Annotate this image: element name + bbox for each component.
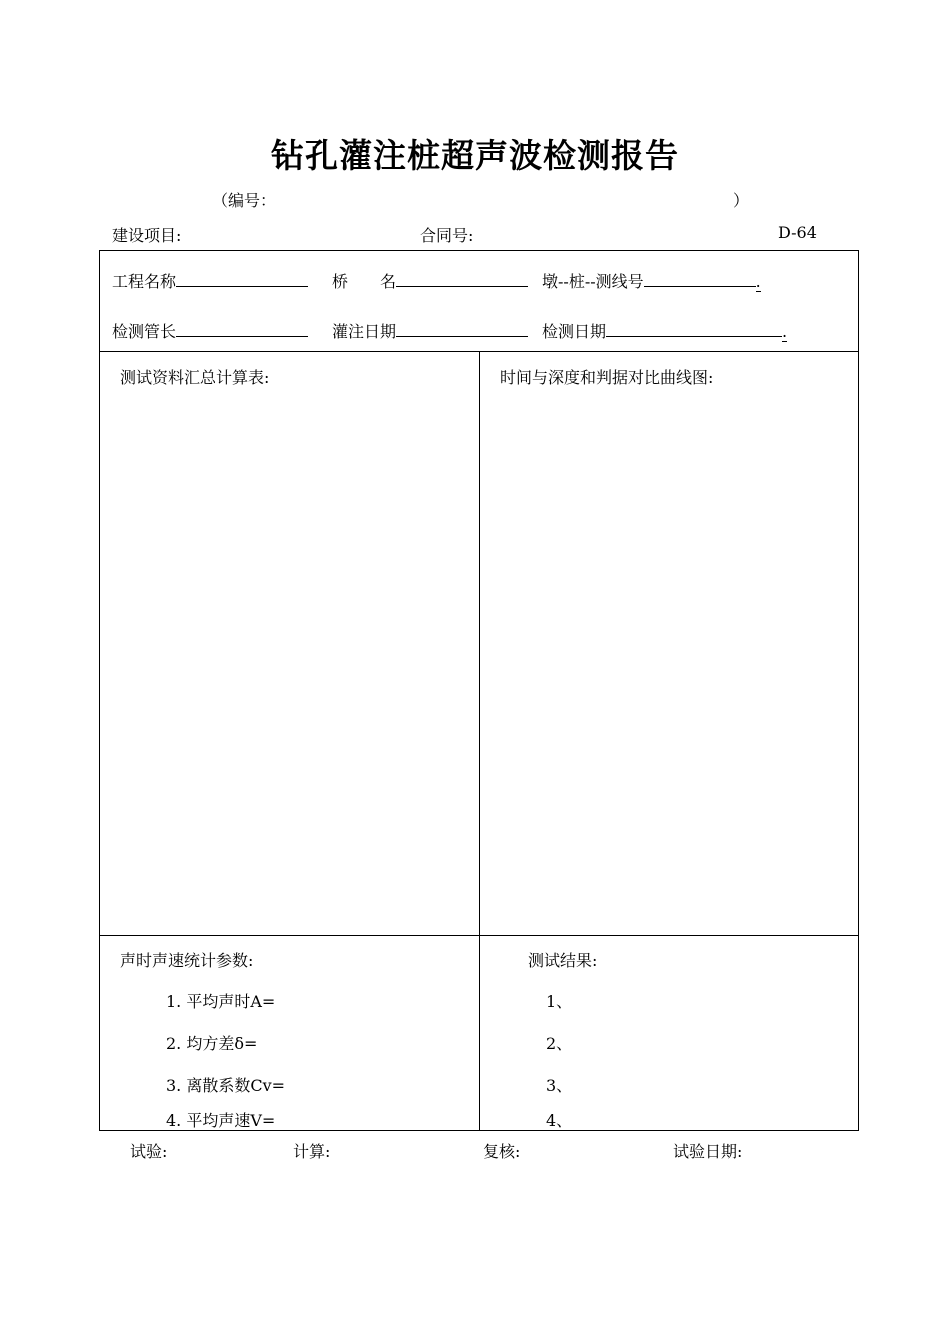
- result-item-2: 2、: [546, 1034, 573, 1053]
- serial-number-close: ）: [733, 191, 750, 210]
- project-name-field: [112, 269, 308, 292]
- report-form: [99, 250, 859, 1131]
- project-name-label: 工程名称: [112, 272, 177, 291]
- footer-test-date: 试验日期:: [673, 1142, 743, 1161]
- result-item-4: 4、: [546, 1111, 573, 1130]
- pier-pile-line-period: .: [755, 272, 761, 291]
- bridge-name-field: [332, 269, 528, 292]
- pier-pile-line-field: [542, 269, 761, 292]
- stat-average-velocity: 4. 平均声速V=: [166, 1111, 276, 1130]
- pour-date-label: 灌注日期: [332, 322, 397, 341]
- tube-length-label: 检测管长: [112, 322, 177, 341]
- tube-length-field: [112, 319, 308, 342]
- test-date-blank: [606, 321, 782, 337]
- bridge-name-blank: [396, 271, 528, 287]
- pour-date-blank: [396, 321, 528, 337]
- footer-reviewer: 复核:: [483, 1142, 521, 1161]
- test-date-field: [542, 319, 787, 342]
- form-divider-vertical: [479, 352, 480, 1130]
- summary-table-label: 测试资料汇总计算表:: [120, 368, 270, 387]
- bridge-name-label: 桥 名: [332, 272, 397, 291]
- stat-average-time: 1. 平均声时A=: [166, 992, 276, 1011]
- result-item-3: 3、: [546, 1076, 573, 1095]
- form-code: D-64: [778, 223, 817, 242]
- page-title: 钻孔灌注桩超声波检测报告: [271, 136, 679, 175]
- contract-number-label: 合同号:: [420, 226, 474, 245]
- test-date-period: .: [782, 322, 788, 341]
- footer-calculator: 计算:: [293, 1142, 331, 1161]
- project-name-blank: [176, 271, 308, 287]
- stat-std-deviation: 2. 均方差δ=: [166, 1034, 258, 1053]
- stat-dispersion-coefficient: 3. 离散系数Cv=: [166, 1076, 286, 1095]
- stats-title: 声时声速统计参数:: [120, 951, 254, 970]
- construction-project-label: 建设项目:: [112, 226, 182, 245]
- curve-chart-label: 时间与深度和判据对比曲线图:: [500, 368, 714, 387]
- tube-length-blank: [176, 321, 308, 337]
- test-date-label: 检测日期: [542, 322, 607, 341]
- pier-pile-line-label: 墩--桩--测线号: [542, 272, 644, 291]
- results-title: 测试结果:: [528, 951, 598, 970]
- result-item-1: 1、: [546, 992, 573, 1011]
- pier-pile-line-blank: [644, 271, 756, 287]
- footer-tester: 试验:: [130, 1142, 168, 1161]
- serial-number-open: （编号：: [212, 191, 277, 210]
- pour-date-field: [332, 319, 528, 342]
